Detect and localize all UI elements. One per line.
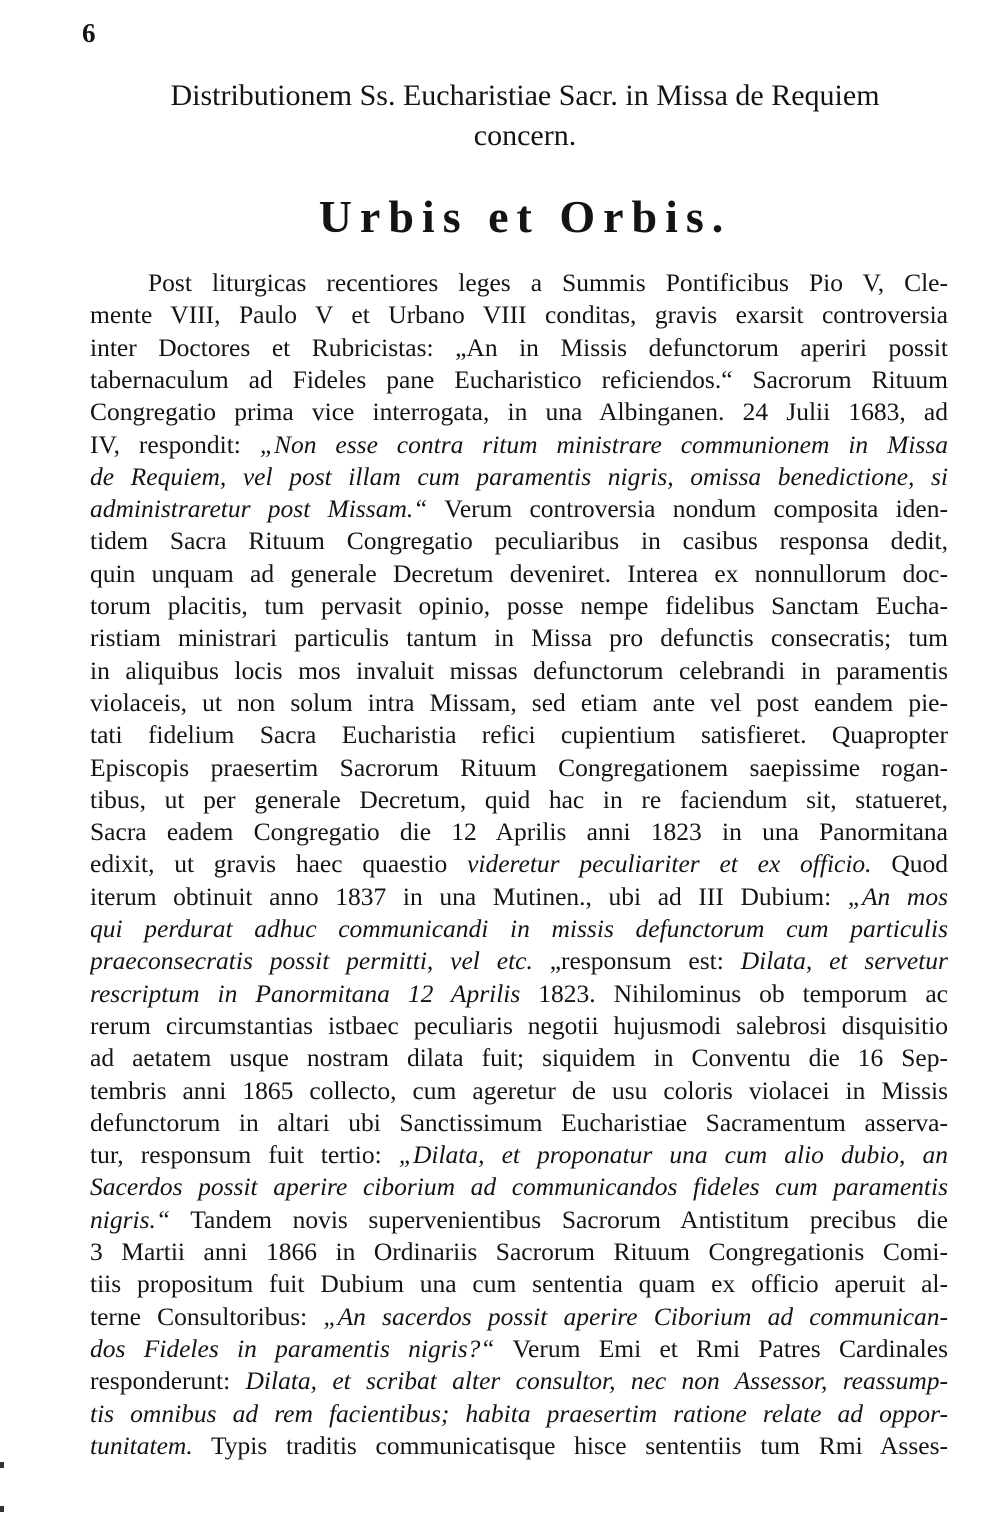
line-italic: qui perdurat adhuc communicandi in missis defunctorum cum particulis — [90, 914, 948, 943]
line-text: defunctorum in altari ubi Sanctissimum Eucharistiae Sacramentum asserva- — [90, 1107, 948, 1137]
line-segment: Tandem novis supervenientibus Sacrorum Antistitum precibus die — [170, 1204, 948, 1234]
body-line — [90, 364, 948, 396]
body-line — [90, 461, 948, 493]
page-number: 6 — [82, 18, 96, 48]
line-text: Episcopis praesertim Sacrorum Rituum Congregationem saepissime rogan- — [90, 752, 948, 782]
line-italic: de Requiem, vel post illam cum paramentis nigris, omissa benedictione, si — [90, 461, 948, 491]
line-italic: Sacerdos possit aperire ciborium ad communicandos fideles cum paramentis — [90, 1172, 948, 1202]
body-line — [90, 493, 948, 525]
line-segment: „responsum est: — [532, 946, 741, 976]
body-line — [90, 1010, 948, 1042]
margin-mark — [0, 1462, 4, 1468]
line-italic: tunitatem. — [90, 1430, 193, 1460]
line-text: quin unquam ad generale Decretum deveniret. Interea ex nonnullorum doc- — [90, 558, 948, 588]
body-line — [90, 1398, 948, 1430]
line-text: violaceis, ut non solum intra Missam, sed etiam ante vel post eandem pie- — [90, 687, 948, 717]
line-segment: iterum obtinuit anno 1837 in una Mutinen., ubi ad III Dubium: — [90, 881, 848, 911]
body-line — [90, 945, 948, 977]
line-segment: terne Consultoribus: — [90, 1301, 324, 1331]
line-italic: „Non esse contra ritum ministrare communionem in Missa — [259, 429, 948, 459]
line-text: Post liturgicas recentiores leges a Summis Pontificibus Pio V, Cle- — [148, 268, 948, 297]
body-line — [90, 687, 948, 719]
line-segment: responderunt: — [90, 1366, 246, 1396]
body-line — [90, 655, 948, 687]
line-text: ad aetatem usque nostram dilata fuit; siquidem in Conventu die 16 Sep- — [90, 1043, 948, 1073]
section-heading: Urbis et Orbis. — [318, 191, 732, 242]
line-text: Congregatio prima vice interrogata, in una Albinganen. 24 Julii 1683, ad — [90, 397, 948, 427]
line-text: 3 Martii anni 1866 in Ordinariis Sacrorum Rituum Congregationis Comi- — [90, 1237, 948, 1266]
body-line — [90, 913, 948, 945]
body-line — [90, 590, 948, 622]
body-line — [90, 1301, 948, 1333]
line-italic: videretur peculiariter et ex officio. — [467, 849, 872, 879]
subtitle-line-1: Distributionem Ss. Eucharistiae Sacr. in Missa de Requiem — [170, 79, 880, 112]
line-italic: rescriptum in Panormitana 12 Aprilis — [90, 978, 521, 1008]
body-line — [90, 299, 948, 331]
body-line — [90, 1204, 948, 1236]
body-line — [90, 719, 948, 751]
body-line — [90, 396, 948, 428]
body-line — [90, 332, 948, 364]
body-line — [90, 429, 948, 461]
line-italic: „An mos — [847, 881, 948, 911]
line-text: ristiam ministrari particulis tantum in Missa pro defunctis consecratis; tum — [90, 623, 948, 653]
line-text: torum placitis, tum pervasit opinio, posse nempe fidelibus Sanctam Eucha- — [90, 591, 948, 620]
subtitle-line-2: concern. — [473, 119, 577, 152]
line-segment: Verum controversia nondum composita iden- — [427, 494, 948, 524]
line-italic: dos Fideles in paramentis nigris?“ — [90, 1333, 495, 1363]
body-line — [90, 558, 948, 590]
line-segment: Quod — [871, 849, 948, 879]
line-italic: administraretur post Missam.“ — [90, 494, 428, 524]
line-segment: 1823. Nihilominus ob temporum ac — [520, 978, 948, 1008]
line-italic: „An sacerdos possit aperire Ciborium ad communican- — [323, 1301, 948, 1331]
line-text: tembris anni 1865 collecto, cum ageretur de usu coloris violacei in Missis — [90, 1075, 948, 1105]
body-line — [90, 1075, 948, 1107]
line-text: Sacra eadem Congregatio die 12 Aprilis anni 1823 in una Panormitana — [90, 817, 948, 847]
line-text: inter Doctores et Rubricistas: „An in Missis defunctorum aperiri possit — [90, 332, 948, 362]
body-line — [90, 816, 948, 848]
line-italic: Dilata, et servetur — [740, 946, 948, 976]
line-italic: nigris.“ — [90, 1204, 171, 1234]
body-line — [90, 784, 948, 816]
body-line — [90, 978, 948, 1010]
line-segment: edixit, ut gravis haec quaestio — [90, 849, 468, 879]
line-segment: Typis traditis communicatisque hisce sententiis tum Rmi Asses- — [192, 1430, 948, 1460]
line-text: in aliquibus locis mos invaluit missas defunctorum celebrandi in paramentis — [90, 655, 948, 685]
body-line — [90, 848, 948, 880]
line-text: tati fidelium Sacra Eucharistia refici cupientium satisfieret. Quapropter — [90, 720, 948, 750]
line-text: rerum circumstantias istbaec peculiaris negotii hujusmodi salebrosi disquisitio — [90, 1010, 948, 1040]
line-segment: IV, respondit: — [90, 429, 260, 459]
body-line — [90, 1268, 948, 1300]
body-line — [90, 1139, 948, 1171]
body-line — [90, 1107, 948, 1139]
line-italic: „Dilata, et proponatur una cum alio dubio, an — [398, 1140, 948, 1170]
line-text: mente VIII, Paulo V et Urbano VIII conditas, gravis exarsit controversia — [90, 300, 948, 330]
line-italic: praeconsecratis possit permitti, vel etc. — [90, 946, 533, 976]
body-line — [90, 1365, 948, 1397]
line-text: tibus, ut per generale Decretum, quid hac in re faciendum sit, statueret, — [90, 784, 948, 814]
body-line — [90, 1171, 948, 1203]
body-line — [90, 622, 948, 654]
line-text: tabernaculum ad Fideles pane Eucharistico reficiendos.“ Sacrorum Rituum — [90, 364, 948, 394]
body-line — [90, 1430, 948, 1462]
line-segment: tur, responsum fuit tertio: — [90, 1140, 399, 1170]
body-line — [90, 1333, 948, 1365]
body-line — [90, 1042, 948, 1074]
body-line — [90, 881, 948, 913]
body-line — [148, 267, 948, 299]
line-segment: Verum Emi et Rmi Patres Cardinales — [494, 1333, 948, 1363]
margin-mark — [0, 1506, 4, 1512]
body-line — [90, 525, 948, 557]
line-italic: Dilata, et scribat alter consultor, nec non Assessor, reassump- — [245, 1366, 948, 1396]
body-line — [90, 752, 948, 784]
body-line — [90, 1236, 948, 1268]
line-text: tidem Sacra Rituum Congregatio peculiaribus in casibus responsa dedit, — [90, 526, 948, 556]
line-text: tiis propositum fuit Dubium una cum sententia quam ex officio aperuit al- — [90, 1269, 948, 1299]
line-italic: tis omnibus ad rem facientibus; habita praesertim ratione relate ad oppor- — [90, 1398, 948, 1428]
